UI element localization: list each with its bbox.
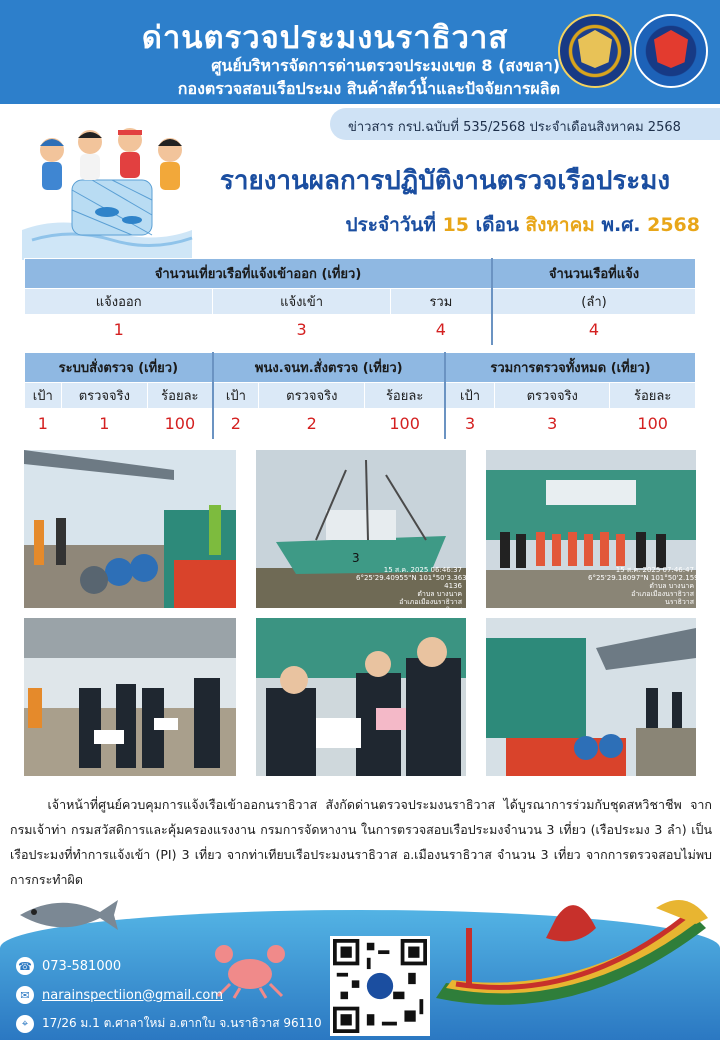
- photo-boat-deck: [486, 618, 696, 776]
- col-boats-unit: (ลำ): [492, 289, 696, 315]
- qr-code-icon[interactable]: [330, 936, 430, 1036]
- photo-officers-documents: [24, 618, 236, 776]
- photo-dock-inspection: [24, 450, 236, 608]
- report-day: 15: [442, 214, 470, 236]
- col-notify-in: แจ้งเข้า: [213, 289, 390, 315]
- inspection-table: [24, 352, 696, 439]
- header-banner: [0, 0, 720, 104]
- header-subtitle-2: กองตรวจสอบเรือประมง สินค้าสัตว์น้ำและปัจจัยการผลิต: [177, 79, 560, 98]
- report-body-text: เจ้าหน้าที่ศูนย์ควบคุมการแจ้งเรือเข้าออกนราธิวาส สังกัดด่านตรวจประมงนราธิวาส ได้บูรณาการร่วมกับชุดสหวิชาชีพ จากกรมเจ้าท่า กรมสวัสดิการและคุ้มครองแรงงาน กรมการจัดหางาน ในการตรวจสอบเรือประมงจำนวน 3 เที่ยว (เรือประมง 3 ลำ) เป็นเรือประมงที่ทำการแจ้งเข้า (PI) 3 เที่ยว จากท่าเทียบเรือประมงนราธิวาส อ.เมืองนราธิวาส จำนวน 3 เที่ยว จากการตรวจสอบไม่พบการกระทำผิด: [10, 797, 712, 887]
- system-inspection-header: ระบบสั่งตรวจ (เที่ยว): [25, 353, 213, 383]
- system-actual-value: 1: [61, 409, 147, 439]
- officer-actual-value: 2: [259, 409, 365, 439]
- col-percent: ร้อยละ: [148, 383, 213, 409]
- value-boats: 4: [492, 315, 696, 345]
- officer-percent-value: 100: [365, 409, 445, 439]
- location-pin-icon: ⌖: [16, 1015, 34, 1033]
- col-actual: ตรวจจริง: [61, 383, 147, 409]
- photo-timestamp-2: 15 ส.ค. 2025 06:46:37 6°25'29.40955"N 101°50'3.36336"E 4136 ตำบล บางนาค อำเภอเมืองนราธิวาส นราธิวาส: [356, 566, 484, 614]
- col-total: รวม: [390, 289, 492, 315]
- photo-timestamp-3: 15 ส.ค. 2025 07:46:47 6°25'29.18097"N 101°50'2.15909"E ตำบล บางนาค อำเภอเมืองนราธิวาส นราธิวาส: [588, 566, 716, 606]
- report-title: รายงานผลการปฏิบัติงานตรวจเรือประมง: [219, 166, 671, 196]
- svg-text:3: 3: [352, 551, 360, 565]
- col-actual: ตรวจจริง: [259, 383, 365, 409]
- system-target-value: 1: [25, 409, 62, 439]
- address-text: 17/26 ม.1 ต.ศาลาใหม่ อ.ตากใบ จ.นราธิวาส 96110: [42, 1016, 322, 1030]
- col-target: เป้า: [445, 383, 495, 409]
- col-target: เป้า: [213, 383, 259, 409]
- phone-number: 073-581000: [42, 958, 122, 974]
- news-issue-text: ข่าวสาร กรป.ฉบับที่ 535/2568 ประจำเดือนสิงหาคม 2568: [348, 120, 681, 135]
- photo-checking-papers: [256, 618, 466, 776]
- officer-target-value: 2: [213, 409, 259, 439]
- trips-notified-header: จำนวนเที่ยวเรือที่แจ้งเข้าออก (เที่ยว): [25, 259, 493, 289]
- fish-icon: [10, 890, 120, 940]
- col-percent: ร้อยละ: [610, 383, 696, 409]
- system-percent-value: 100: [148, 409, 213, 439]
- col-percent: ร้อยละ: [365, 383, 445, 409]
- total-target-value: 3: [445, 409, 495, 439]
- report-month: สิงหาคม: [525, 214, 595, 236]
- col-actual: ตรวจจริง: [495, 383, 610, 409]
- total-inspection-header: รวมการตรวจทั้งหมด (เที่ยว): [445, 353, 696, 383]
- fishery-inspection-badge-icon: [634, 14, 708, 88]
- fishermen-cartoon-icon: [22, 120, 192, 260]
- korlae-boat-icon: [426, 888, 716, 1038]
- total-actual-value: 3: [495, 409, 610, 439]
- phone-icon: ☎: [16, 957, 34, 975]
- header-subtitle-1: ศูนย์บริหารจัดการด่านตรวจประมงเขต 8 (สงขลา): [211, 56, 560, 75]
- report-year: 2568: [647, 214, 700, 236]
- report-date: ประจำวันที่ 15 เดือน สิงหาคม พ.ศ. 2568: [345, 214, 700, 236]
- total-percent-value: 100: [610, 409, 696, 439]
- col-notify-out: แจ้งออก: [25, 289, 213, 315]
- boats-notified-header: จำนวนเรือที่แจ้ง: [492, 259, 696, 289]
- value-notify-in: 3: [213, 315, 390, 345]
- email-link[interactable]: narainspectiion@gmail.com: [42, 987, 224, 1003]
- contact-address: [16, 1014, 322, 1033]
- contact-email[interactable]: [16, 986, 223, 1004]
- value-total: 4: [390, 315, 492, 345]
- col-target: เป้า: [25, 383, 62, 409]
- contact-phone: [16, 957, 121, 975]
- mail-icon: ✉: [16, 986, 34, 1004]
- trips-notified-table: [24, 258, 696, 345]
- header-title: ด่านตรวจประมงนราธิวาส: [141, 20, 509, 56]
- value-notify-out: 1: [25, 315, 213, 345]
- fisheries-department-seal-icon: [558, 14, 632, 88]
- officer-inspection-header: พนง.จนท.สั่งตรวจ (เที่ยว): [213, 353, 445, 383]
